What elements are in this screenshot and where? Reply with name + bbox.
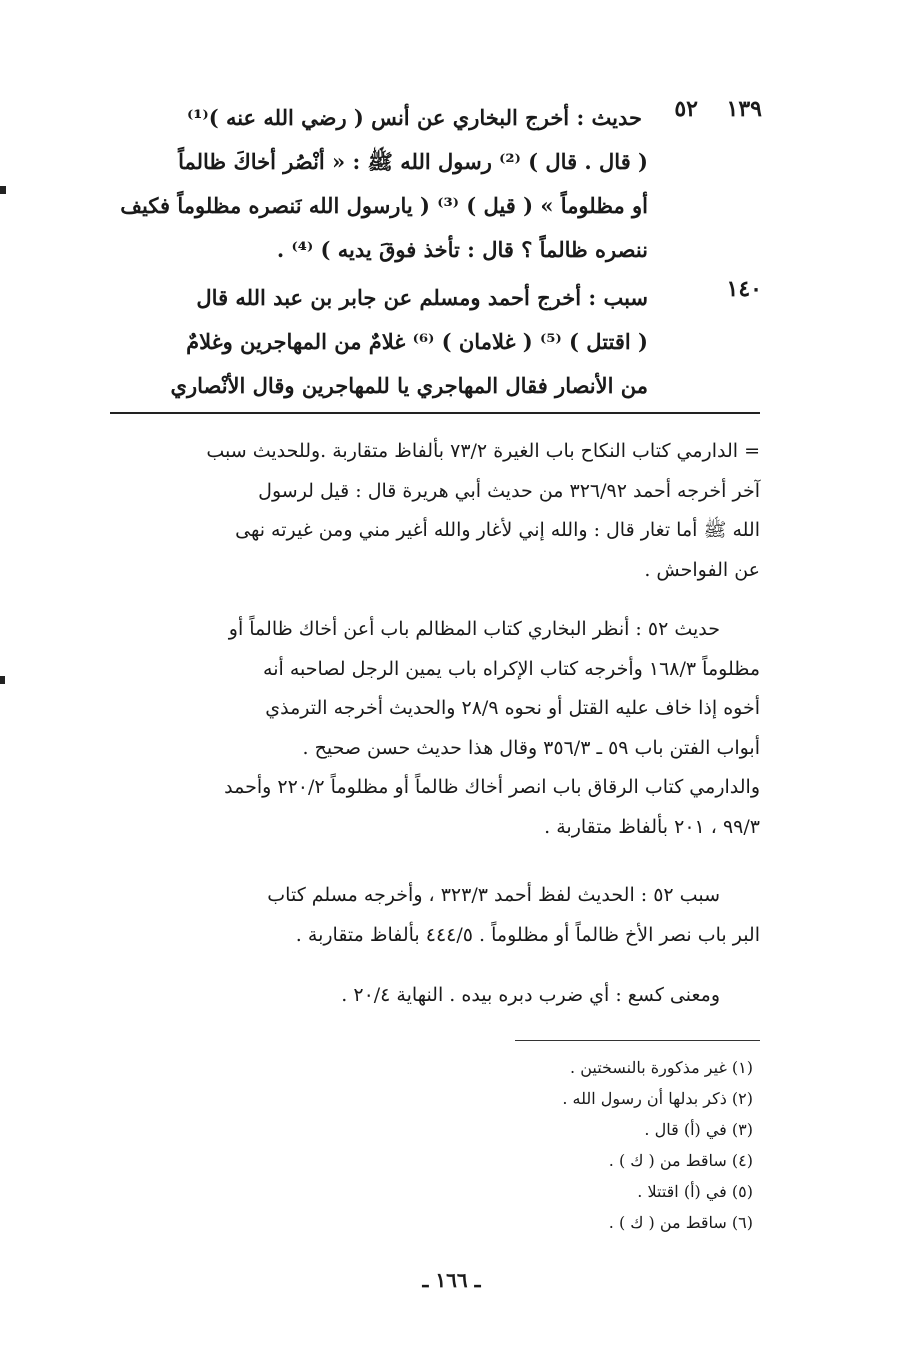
- note-line: والدارمي كتاب الرقاق باب انصر أخاك ظالماً أو مظلوماً ٢٢٠/٢ وأحمد: [224, 776, 760, 798]
- entry-text: [108, 276, 648, 408]
- note-line: حديث ٥٢ : أنظر البخاري كتاب المظالم باب أعن أخاك ظالماً أو: [228, 618, 720, 640]
- note-line: مظلوماً ١٦٨/٣ وأخرجه كتاب الإكراه باب يمين الرجل لصاحبه أنه: [263, 657, 760, 680]
- note-block-2: [110, 610, 760, 847]
- text-line: ( اقتتل ) ⁽⁵⁾ ( غلامان ) ⁽⁶⁾ غلامٌ من المهاجرين وغلامٌ: [186, 329, 648, 354]
- hadith-number: ٥٢: [674, 96, 698, 122]
- footnote-2: (٢) ذكر بدلها أن رسول الله .: [562, 1089, 753, 1108]
- entry-text: [108, 96, 648, 272]
- note-line: أخوه إذا خاف عليه القتل أو نحوه ٢٨/٩ والحديث أخرجه الترمذي: [265, 697, 760, 719]
- note-line: أبواب الفتن باب ٥٩ ـ ٣٥٦/٣ وقال هذا حديث حسن صحيح .: [302, 736, 760, 759]
- footnotes: [313, 1052, 753, 1238]
- entry-number: ١٣٩: [726, 96, 762, 122]
- footnote-5: (٥) في (أ) اقتتلا .: [637, 1182, 753, 1201]
- note-line: ٩٩/٣ ، ٢٠١ بألفاظ متقاربة .: [544, 815, 760, 838]
- scan-speck: [0, 186, 6, 194]
- section-divider: [110, 412, 760, 414]
- note-line: = الدارمي كتاب النكاح باب الغيرة ٧٣/٢ بألفاظ متقاربة .وللحديث سبب: [206, 440, 760, 462]
- note-line: البر باب نصر الأخ ظالماً أو مظلوماً . ٤٤٤/٥ بألفاظ متقاربة .: [295, 923, 760, 946]
- footnote-6: (٦) ساقط من ( ك ) .: [608, 1213, 753, 1232]
- scan-speck: [0, 676, 5, 684]
- note-block-1: [110, 432, 760, 590]
- footnote-4: (٤) ساقط من ( ك ) .: [608, 1151, 753, 1170]
- footnote-1: (١) غير مذكورة بالنسختين .: [570, 1058, 753, 1077]
- note-line: آخر أخرجه أحمد ٣٢٦/٩٢ من حديث أبي هريرة قال : قيل لرسول: [258, 479, 760, 502]
- text-line: حديث : أخرج البخاري عن أنس ( رضي الله عنه )⁽¹⁾: [186, 105, 642, 130]
- page-number: ـ ١٦٦ ـ: [422, 1268, 481, 1292]
- footnote-3: (٣) في (أ) قال .: [644, 1120, 753, 1139]
- text-line: ( قال . قال ) ⁽²⁾ رسول الله ﷺ : « أنْصُر أخاكَ ظالماً: [178, 149, 648, 174]
- entry-number: ١٤٠: [726, 276, 762, 302]
- note-block-3: [110, 876, 760, 955]
- entry-139: [100, 96, 780, 276]
- entry-140: [100, 276, 780, 411]
- note-line: الله ﷺ أما تغار قال : والله إني لأغار والله أغير مني ومن غيرته نهى: [235, 519, 760, 541]
- note-line: سبب ٥٢ : الحديث لفظ أحمد ٣٢٣/٣ ، وأخرجه مسلم كتاب: [267, 884, 720, 906]
- note-line: عن الفواحش .: [644, 558, 760, 581]
- footnote-separator: [515, 1040, 760, 1041]
- note-block-4: [110, 976, 760, 1016]
- text-line: ننصره ظالماً ؟ قال : تأخذ فوقَ يديه ) ⁽⁴⁾ .: [276, 237, 648, 262]
- note-line: ومعنى كسع : أي ضرب دبره بيده . النهاية ٢٠/٤ .: [341, 984, 720, 1006]
- text-line: سبب : أخرج أحمد ومسلم عن جابر بن عبد الله قال: [196, 285, 648, 310]
- text-line: أو مظلوماً » ( قيل ) ⁽³⁾ ( يارسول الله نَنصره مظلوماً فكيف: [120, 193, 648, 218]
- text-line: من الأنصار فقال المهاجري يا للمهاجرين وقال الأنْصاري: [170, 373, 648, 398]
